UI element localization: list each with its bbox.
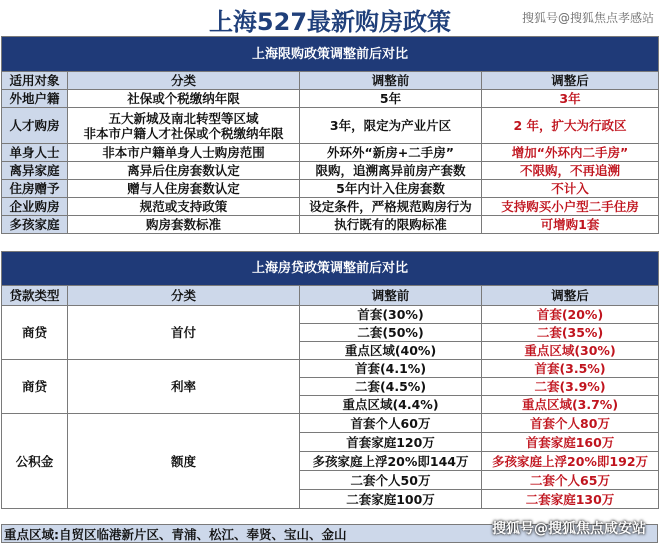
loan-before: 重点区域(40%) <box>300 342 482 360</box>
loan-after: 首套(3.5%) <box>482 360 659 378</box>
row-target: 多孩家庭 <box>2 216 68 234</box>
row-category-line: 五大新城及南北转型等区域 <box>108 110 259 126</box>
row-before: 5年内计入住房套数 <box>300 180 482 198</box>
loan-type: 公积金 <box>2 414 68 509</box>
row-category <box>68 108 300 144</box>
loan-category: 首付 <box>68 306 300 360</box>
loan-after: 首套个人80万 <box>482 414 659 433</box>
loan-after: 二套(3.9%) <box>482 378 659 396</box>
row-before: 5年 <box>300 90 482 108</box>
loan-before: 首套家庭120万 <box>300 433 482 452</box>
loan-category: 利率 <box>68 360 300 414</box>
purchase-header-target: 适用对象 <box>2 72 68 90</box>
loan-after: 二套家庭130万 <box>482 490 659 509</box>
loan-after: 二套(35%) <box>482 324 659 342</box>
row-after: 2 年，扩大为行政区 <box>482 108 659 144</box>
loan-after: 重点区域(30%) <box>482 342 659 360</box>
row-target: 离异家庭 <box>2 162 68 180</box>
title-bar <box>0 0 660 36</box>
loan-after: 重点区域(3.7%) <box>482 396 659 414</box>
row-after: 可增购1套 <box>482 216 659 234</box>
table-row <box>2 108 659 144</box>
loan-after: 首套家庭160万 <box>482 433 659 452</box>
loan-header-after: 调整后 <box>482 286 659 306</box>
row-category: 赠与人住房套数认定 <box>68 180 300 198</box>
watermark-bottom: 搜狐号@搜狐焦点咸安站 <box>492 521 646 537</box>
row-target: 单身人士 <box>2 144 68 162</box>
loan-before: 二套(4.5%) <box>300 378 482 396</box>
row-after: 增加“外环内二手房” <box>482 144 659 162</box>
row-category: 非本市户籍单身人士购房范围 <box>68 144 300 162</box>
table-row <box>2 180 659 198</box>
table-row <box>2 162 659 180</box>
row-target: 人才购房 <box>2 108 68 144</box>
row-category-line: 非本市户籍人才社保或个税缴纳年限 <box>83 125 284 141</box>
table-row <box>2 144 659 162</box>
watermark-top: 搜狐号@搜狐焦点孝感站 <box>521 11 654 25</box>
row-target: 住房赠予 <box>2 180 68 198</box>
row-before: 设定条件，严格规范购房行为 <box>300 198 482 216</box>
row-before: 外环外“新房+二手房” <box>300 144 482 162</box>
purchase-section-title: 上海限购政策调整前后对比 <box>2 37 659 72</box>
loan-before: 首套个人60万 <box>300 414 482 433</box>
purchase-header-before: 调整前 <box>300 72 482 90</box>
row-before: 执行既有的限购标准 <box>300 216 482 234</box>
row-after: 不限购，不再追溯 <box>482 162 659 180</box>
loan-after: 首套(20%) <box>482 306 659 324</box>
loan-header-category: 分类 <box>68 286 300 306</box>
row-after: 3年 <box>482 90 659 108</box>
page-title: 上海527最新购房政策 <box>208 8 452 36</box>
row-target: 企业购房 <box>2 198 68 216</box>
loan-type: 商贷 <box>2 306 68 360</box>
row-before: 限购，追溯离异前房产套数 <box>300 162 482 180</box>
purchase-header-after: 调整后 <box>482 72 659 90</box>
loan-header-before: 调整前 <box>300 286 482 306</box>
table-row <box>2 198 659 216</box>
row-category: 离异后住房套数认定 <box>68 162 300 180</box>
loan-type: 商贷 <box>2 360 68 414</box>
row-category: 社保或个税缴纳年限 <box>68 90 300 108</box>
purchase-header-category: 分类 <box>68 72 300 90</box>
row-after: 支持购买小户型二手住房 <box>482 198 659 216</box>
loan-after: 多孩家庭上浮20%即192万 <box>482 452 659 471</box>
row-before: 3年，限定为产业片区 <box>300 108 482 144</box>
loan-category: 额度 <box>68 414 300 509</box>
row-category: 规范或支持政策 <box>68 198 300 216</box>
loan-before: 首套(4.1%) <box>300 360 482 378</box>
loan-section-title: 上海房贷政策调整前后对比 <box>2 252 659 286</box>
loan-after: 二套个人65万 <box>482 471 659 490</box>
table-row <box>2 90 659 108</box>
row-category: 购房套数标准 <box>68 216 300 234</box>
loan-before: 重点区域(4.4%) <box>300 396 482 414</box>
footer-note: 重点区域:自贸区临港新片区、青浦、松江、奉贤、宝山、金山 <box>1 524 658 543</box>
loan-before: 首套(30%) <box>300 306 482 324</box>
loan-table <box>1 251 659 509</box>
table-row <box>2 216 659 234</box>
loan-before: 二套个人50万 <box>300 471 482 490</box>
loan-before: 二套(50%) <box>300 324 482 342</box>
loan-header-type: 贷款类型 <box>2 286 68 306</box>
table-row <box>2 306 659 324</box>
row-target: 外地户籍 <box>2 90 68 108</box>
row-after: 不计入 <box>482 180 659 198</box>
loan-before: 二套家庭100万 <box>300 490 482 509</box>
purchase-table <box>1 36 659 234</box>
loan-before: 多孩家庭上浮20%即144万 <box>300 452 482 471</box>
table-row <box>2 414 659 433</box>
table-row <box>2 360 659 378</box>
